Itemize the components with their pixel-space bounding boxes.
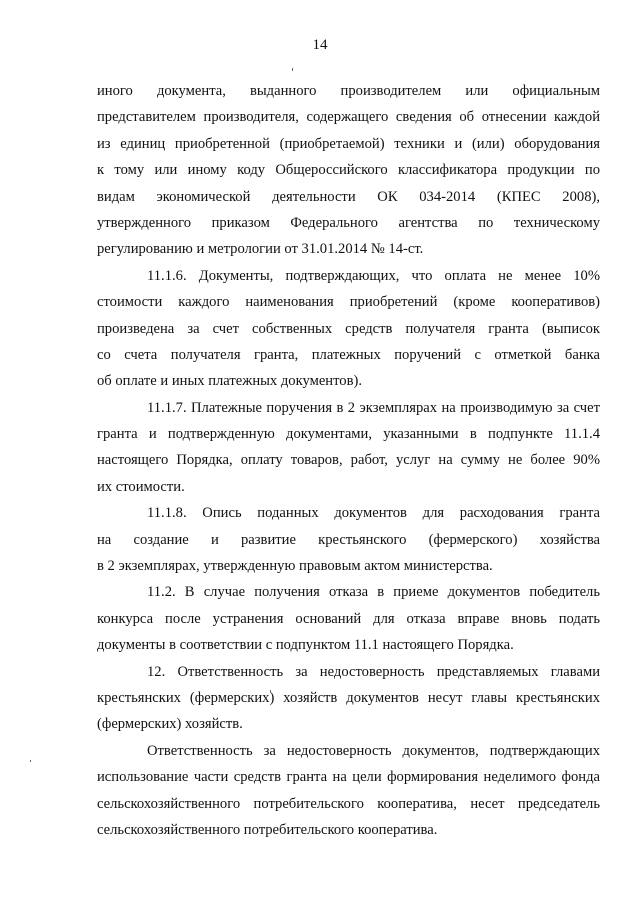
text-line: (фермерских) хозяйств. <box>97 716 243 733</box>
text-line: произведена за счет собственных средств получателя гранта (выписок <box>97 320 600 337</box>
text-line: настоящего Порядка, оплату товаров, работ, услуг на сумму не более 90% <box>97 452 600 469</box>
paragraph-12 <box>97 659 600 738</box>
text-line: 11.2. В случае получения отказа в приеме документов победитель <box>147 584 600 601</box>
text-line: крестьянских (фермерских) хозяйств документов несут главы крестьянских <box>97 689 600 706</box>
paragraph-continuation <box>97 78 600 263</box>
text-line: представителем производителя, содержащего сведения об отнесении каждой <box>97 109 600 126</box>
page-number: 14 <box>312 37 328 53</box>
text-line: об оплате и иных платежных документов). <box>97 373 362 390</box>
text-line: 12. Ответственность за недостоверность представляемых главами <box>147 663 600 680</box>
text-line: в 2 экземплярах, утвержденную правовым актом министерства. <box>97 558 493 575</box>
paragraph-11-1-8 <box>97 500 600 579</box>
text-line: 11.1.6. Документы, подтверждающих, что оплата не менее 10% <box>147 267 600 284</box>
paragraph-11-1-6 <box>97 263 600 395</box>
document-body <box>97 78 600 843</box>
text-line: конкурса после устранения оснований для отказа вправе вновь подать <box>97 610 600 627</box>
text-line: регулированию и метрологии от 31.01.2014 № 14-ст. <box>97 241 424 258</box>
text-line: использование части средств гранта на цели формирования неделимого фонда <box>97 769 600 786</box>
text-line: утвержденного приказом Федерального агентства по техническому <box>97 214 600 231</box>
scan-speck <box>292 68 293 71</box>
text-line: 11.1.7. Платежные поручения в 2 экземплярах на производимую за счет <box>147 399 600 416</box>
text-line: 11.1.8. Опись поданных документов для расходования гранта <box>147 505 600 522</box>
text-line: иного документа, выданного производителем или официальным <box>97 83 600 99</box>
text-line: Ответственность за недостоверность документов, подтверждающих <box>147 742 600 759</box>
text-line: гранта и подтвержденную документами, указанными в подпункте 11.1.4 <box>97 426 600 443</box>
text-line: стоимости каждого наименования приобретений (кроме кооперативов) <box>97 294 600 311</box>
text-line: со счета получателя гранта, платежных поручений с отметкой банка <box>97 346 600 363</box>
paragraph-11-2 <box>97 579 600 658</box>
text-line: сельскохозяйственного потребительского кооператива. <box>97 821 438 838</box>
text-line: из единиц приобретенной (приобретаемой) техники и (или) оборудования <box>97 135 600 152</box>
paragraph-11-1-7 <box>97 395 600 501</box>
scan-speck <box>30 760 31 762</box>
text-line: к тому или иному коду Общероссийского классификатора продукции по <box>97 162 600 179</box>
text-line: сельскохозяйственного потребительского кооператива, несет председатель <box>97 795 600 812</box>
paragraph-responsibility <box>97 738 600 844</box>
text-line: их стоимости. <box>97 478 185 495</box>
text-line: видам экономической деятельности ОК 034-2014 (КПЕС 2008), <box>97 188 600 205</box>
text-line: документы в соответствии с подпунктом 11.1 настоящего Порядка. <box>97 637 514 654</box>
text-line: на создание и развитие крестьянского (фермерского) хозяйства <box>97 531 600 548</box>
